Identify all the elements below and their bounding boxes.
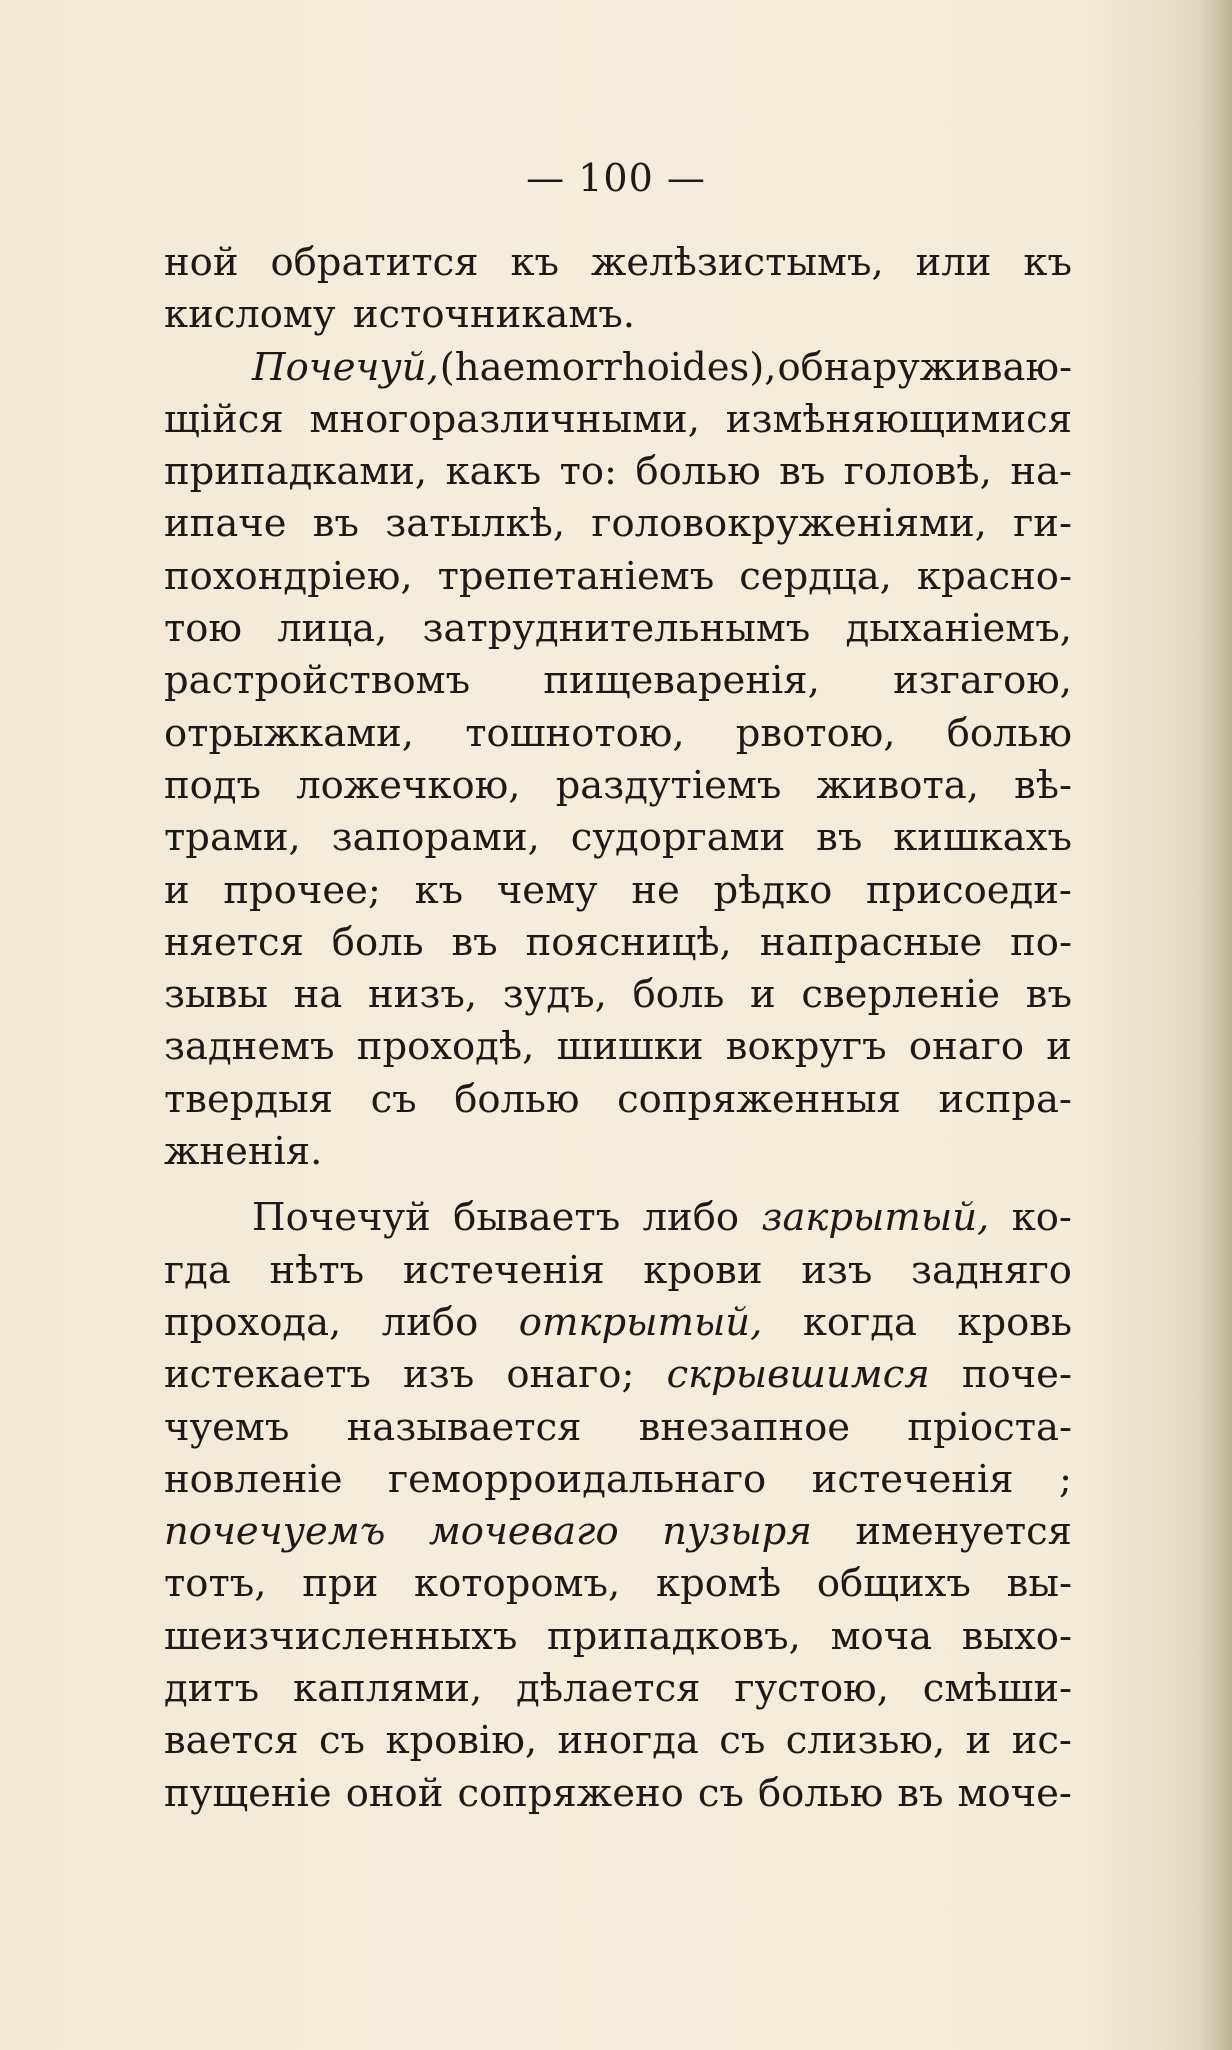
- word: желѣзистымъ,: [591, 240, 884, 285]
- word: въ: [312, 501, 359, 547]
- word: лица,: [277, 606, 388, 652]
- word: закрытый,: [761, 1195, 990, 1241]
- word: затылкѣ,: [385, 501, 566, 547]
- word: скрывшимся: [666, 1352, 930, 1398]
- word: внезапное: [638, 1404, 851, 1450]
- word: къ: [414, 867, 464, 913]
- word: многоразличными,: [309, 396, 700, 442]
- word: чему: [496, 867, 598, 913]
- text-line: [164, 449, 1072, 501]
- word: кровію,: [385, 1718, 538, 1764]
- word: то:: [559, 449, 618, 495]
- word: въ: [897, 1770, 944, 1816]
- word: щійся: [164, 396, 284, 442]
- word: вается: [164, 1718, 299, 1764]
- word: и: [750, 972, 776, 1018]
- word: трами,: [164, 815, 301, 861]
- word: называется: [346, 1404, 582, 1450]
- text-line: [164, 972, 1072, 1024]
- word: гда: [164, 1247, 231, 1293]
- word: ко-: [1011, 1195, 1072, 1241]
- word: ги-: [1013, 501, 1072, 547]
- word: живота,: [816, 762, 979, 808]
- word: геморроидальнаго: [387, 1456, 767, 1502]
- word: моче-: [957, 1770, 1072, 1816]
- text-line: [164, 1405, 1072, 1457]
- word: поче-: [961, 1352, 1072, 1398]
- word: бываетъ: [453, 1195, 621, 1241]
- word: на-: [1010, 449, 1072, 495]
- word: низъ,: [368, 972, 478, 1018]
- word: головокруженіями,: [591, 501, 987, 547]
- text-line: [164, 1614, 1072, 1666]
- word: открытый,: [518, 1299, 763, 1345]
- word: кишкахъ: [893, 815, 1072, 861]
- word: и: [1046, 1024, 1072, 1070]
- word: затруднительнымъ: [422, 606, 811, 652]
- word: твердыя: [164, 1076, 334, 1122]
- word: въ: [1025, 972, 1072, 1018]
- word: моча: [830, 1613, 933, 1659]
- word: съ: [697, 1770, 744, 1816]
- word: какъ: [445, 449, 542, 495]
- word: смѣши-: [922, 1666, 1072, 1712]
- word: новленіе: [164, 1456, 343, 1502]
- word: оной: [345, 1770, 444, 1816]
- text-line: [164, 658, 1072, 710]
- text-line: [164, 711, 1072, 763]
- word: рвотою,: [735, 710, 896, 756]
- text-line: [164, 501, 1072, 553]
- word: въ: [451, 919, 498, 965]
- page-number: — 100 —: [526, 156, 706, 200]
- word: пищеваренія,: [543, 658, 820, 704]
- word: ипаче: [164, 501, 287, 547]
- word: обратится: [270, 240, 479, 285]
- word: болью: [454, 1076, 580, 1122]
- text-line: [164, 1195, 1072, 1247]
- word: тотъ,: [164, 1561, 267, 1607]
- word: при: [302, 1561, 379, 1607]
- word: истеченія: [811, 1456, 1014, 1502]
- word: крови: [643, 1247, 763, 1293]
- word: либо: [642, 1195, 740, 1241]
- word: ложечкою,: [296, 762, 521, 808]
- word: сердца,: [739, 553, 892, 599]
- word: и: [965, 1718, 992, 1764]
- word: (haemorrhoides),: [439, 344, 777, 390]
- word: слизью,: [785, 1718, 946, 1764]
- text-line: [164, 1561, 1072, 1613]
- word: которомъ,: [414, 1561, 621, 1607]
- word: няется: [164, 919, 304, 965]
- word: ной: [164, 240, 239, 285]
- text-line: [164, 1457, 1072, 1509]
- word: либо: [381, 1299, 479, 1345]
- text-line: [164, 606, 1072, 658]
- word: кровь: [957, 1299, 1072, 1345]
- word: именуется: [855, 1509, 1072, 1555]
- text-line: [164, 1771, 1072, 1823]
- word: похондріею,: [164, 553, 413, 599]
- word: судоргами: [570, 815, 786, 861]
- text-line: [164, 815, 1072, 867]
- word: дитъ: [164, 1666, 260, 1712]
- word: ;: [1059, 1456, 1072, 1502]
- text-line: [164, 292, 1072, 344]
- word: запорами,: [331, 815, 540, 861]
- word: чуемъ: [164, 1404, 290, 1450]
- word: прочее;: [223, 867, 381, 913]
- text-line: [164, 1718, 1072, 1770]
- word: не: [631, 867, 680, 913]
- word: рѣдко: [713, 867, 833, 913]
- text-line: [164, 1024, 1072, 1076]
- word: вѣ-: [1014, 762, 1072, 808]
- word: сопряжено: [457, 1770, 684, 1816]
- word: болью: [635, 449, 761, 495]
- word: растройствомъ: [164, 658, 471, 704]
- word: въ: [816, 815, 863, 861]
- word: онаго;: [506, 1352, 635, 1398]
- word: истекаетъ: [164, 1352, 371, 1398]
- text-line: [164, 554, 1072, 606]
- word: истеченія: [402, 1247, 605, 1293]
- word: въ: [779, 449, 826, 495]
- word: трепетаніемъ: [437, 553, 715, 599]
- word: изъ: [801, 1247, 873, 1293]
- word: поясницѣ,: [525, 919, 732, 965]
- text-line: [164, 1666, 1072, 1718]
- word: испра-: [938, 1076, 1072, 1122]
- word: съ: [719, 1718, 766, 1764]
- word: дѣлается: [516, 1666, 701, 1712]
- word: заднемъ: [164, 1024, 335, 1070]
- word: припадковъ,: [546, 1613, 801, 1659]
- text-line: [164, 1248, 1072, 1300]
- word: головѣ,: [843, 449, 992, 495]
- word: обнаруживаю-: [777, 344, 1072, 390]
- word: шишки: [556, 1024, 704, 1070]
- word: зывы: [164, 972, 268, 1018]
- word: и: [164, 867, 190, 913]
- word: мочеваго: [428, 1509, 619, 1555]
- word: пузыря: [662, 1509, 812, 1555]
- text-line: [164, 1077, 1072, 1129]
- word: красно-: [916, 553, 1072, 599]
- word: почечуемъ: [164, 1509, 386, 1555]
- word: кислому: [164, 292, 336, 338]
- word: напрасные: [759, 919, 983, 965]
- word: проходѣ,: [356, 1024, 535, 1070]
- word: ис-: [1011, 1718, 1072, 1764]
- word: раздутіемъ: [555, 762, 782, 808]
- word: тою: [164, 606, 242, 652]
- word: выхо-: [961, 1613, 1072, 1659]
- word: съ: [370, 1076, 417, 1122]
- word: подъ: [164, 762, 262, 808]
- word: каплями,: [293, 1666, 483, 1712]
- word: отрыжками,: [164, 710, 415, 756]
- word: припадками,: [164, 449, 428, 495]
- word: присоеди-: [866, 867, 1072, 913]
- body-text: [164, 240, 1072, 1823]
- text-line: [164, 240, 1072, 292]
- word: кромѣ: [656, 1561, 782, 1607]
- text-line: [164, 1509, 1072, 1561]
- word: густою,: [734, 1666, 889, 1712]
- word: дыханіемъ,: [845, 606, 1072, 652]
- word: жненія.: [164, 1129, 323, 1175]
- word: изгагою,: [893, 658, 1072, 704]
- word: сверленіе: [801, 972, 1001, 1018]
- word: боль: [331, 919, 424, 965]
- text-line: [164, 1352, 1072, 1404]
- word: пріоста-: [907, 1404, 1072, 1450]
- text-line: [164, 868, 1072, 920]
- word: по-: [1010, 919, 1072, 965]
- word: измѣняющимися: [725, 396, 1072, 442]
- word: къ: [1023, 240, 1072, 285]
- word: прохода,: [164, 1299, 342, 1345]
- text-line: [164, 920, 1072, 972]
- word: на: [293, 972, 343, 1018]
- word: боль: [632, 972, 725, 1018]
- word: болью: [757, 1770, 884, 1816]
- word: къ: [510, 240, 560, 285]
- word: пущеніе: [164, 1770, 332, 1816]
- text-line: [164, 345, 1072, 397]
- text-line: [164, 397, 1072, 449]
- word: вы-: [1006, 1561, 1072, 1607]
- word: нѣтъ: [269, 1247, 365, 1293]
- word: онаго: [908, 1024, 1025, 1070]
- word: сопряженныя: [617, 1076, 901, 1122]
- word: тошнотою,: [465, 710, 685, 756]
- word: болью: [946, 710, 1072, 756]
- word: шеизчисленныхъ: [164, 1613, 518, 1659]
- page-edge-shadow: [1198, 0, 1232, 2050]
- word: съ: [318, 1718, 366, 1764]
- word: задняго: [911, 1247, 1072, 1293]
- word: изъ: [403, 1352, 475, 1398]
- text-line: [164, 1300, 1072, 1352]
- word: общихъ: [816, 1561, 971, 1607]
- word: Почечуй: [252, 1195, 431, 1241]
- word: вокругъ: [725, 1024, 887, 1070]
- text-line: [164, 1129, 1072, 1181]
- word: источникамъ.: [352, 292, 636, 338]
- word: зудъ,: [502, 972, 607, 1018]
- text-line: [164, 763, 1072, 815]
- word: иногда: [557, 1718, 699, 1764]
- word: или: [915, 240, 992, 285]
- word: Почечуй,: [252, 344, 439, 390]
- word: когда: [802, 1299, 917, 1345]
